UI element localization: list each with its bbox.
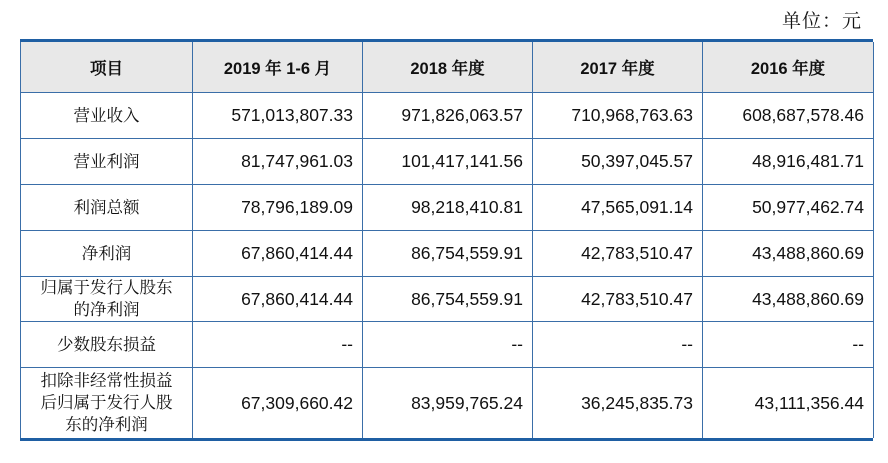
cell-value: 710,968,763.63 (533, 93, 703, 139)
row-label-line: 后归属于发行人股 (40, 393, 173, 412)
table-row (21, 277, 874, 322)
table-row (21, 185, 874, 231)
row-label (21, 368, 193, 439)
table-row (21, 93, 874, 139)
cell-value: 971,826,063.57 (363, 93, 533, 139)
cell-value: 50,397,045.57 (533, 139, 703, 185)
cell-value: -- (193, 322, 363, 368)
cell-value: 78,796,189.09 (193, 185, 363, 231)
cell-value: 83,959,765.24 (363, 368, 533, 439)
cell-value: 42,783,510.47 (533, 231, 703, 277)
row-label-line: 东的净利润 (65, 415, 148, 434)
table-header-row (21, 42, 874, 93)
row-label: 少数股东损益 (21, 322, 193, 368)
row-label: 营业利润 (21, 139, 193, 185)
income-statement-table (20, 42, 874, 438)
cell-value: -- (363, 322, 533, 368)
header-2018: 2018 年度 (363, 42, 533, 93)
unit-label: 单位：元 (781, 10, 862, 32)
row-label-line: 归属于发行人股东 (40, 278, 173, 297)
cell-value: 48,916,481.71 (703, 139, 874, 185)
cell-value: 81,747,961.03 (193, 139, 363, 185)
header-item: 项目 (21, 42, 193, 93)
header-2017: 2017 年度 (533, 42, 703, 93)
cell-value: 43,111,356.44 (703, 368, 874, 439)
cell-value: 43,488,860.69 (703, 231, 874, 277)
cell-value: 50,977,462.74 (703, 185, 874, 231)
cell-value: 36,245,835.73 (533, 368, 703, 439)
cell-value: 86,754,559.91 (363, 277, 533, 322)
cell-value: 47,565,091.14 (533, 185, 703, 231)
cell-value: 67,309,660.42 (193, 368, 363, 439)
row-label-line: 扣除非经常性损益 (40, 371, 173, 390)
header-2019h1: 2019 年 1-6 月 (193, 42, 363, 93)
cell-value: -- (703, 322, 874, 368)
table-row (21, 139, 874, 185)
cell-value: 67,860,414.44 (193, 277, 363, 322)
cell-value: 101,417,141.56 (363, 139, 533, 185)
income-table-container (20, 39, 873, 441)
header-2016: 2016 年度 (703, 42, 874, 93)
row-label-line: 的净利润 (73, 300, 140, 319)
cell-value: 43,488,860.69 (703, 277, 874, 322)
cell-value: -- (533, 322, 703, 368)
row-label: 利润总额 (21, 185, 193, 231)
table-row (21, 231, 874, 277)
table-row (21, 368, 874, 439)
row-label: 净利润 (21, 231, 193, 277)
cell-value: 98,218,410.81 (363, 185, 533, 231)
row-label (21, 277, 193, 322)
cell-value: 86,754,559.91 (363, 231, 533, 277)
cell-value: 608,687,578.46 (703, 93, 874, 139)
row-label: 营业收入 (21, 93, 193, 139)
cell-value: 42,783,510.47 (533, 277, 703, 322)
table-row (21, 322, 874, 368)
cell-value: 571,013,807.33 (193, 93, 363, 139)
cell-value: 67,860,414.44 (193, 231, 363, 277)
